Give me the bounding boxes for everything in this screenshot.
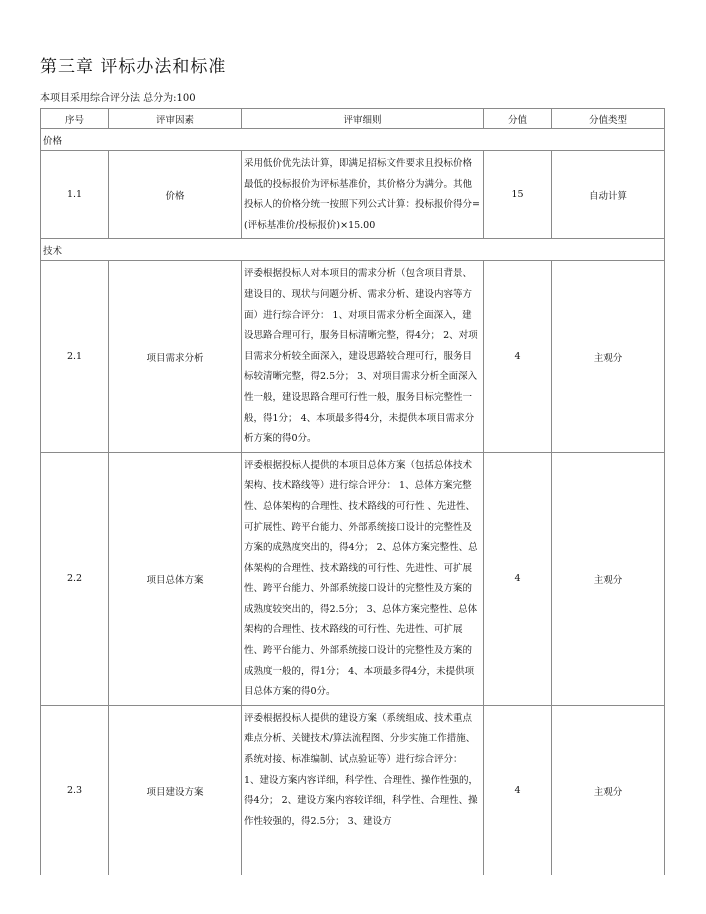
row-score: 4 <box>484 452 552 705</box>
table-header-row <box>41 109 665 129</box>
row-detail: 采用低价优先法计算，即满足招标文件要求且投标价格最低的投标报价为评标基准价，其价格分为满分。其他投标人的价格分统一按照下列公式计算：投标报价得分=(评标基准价/投标报价)×15.00 <box>242 151 484 239</box>
row-score: 4 <box>484 261 552 452</box>
section-row-price <box>41 129 665 151</box>
row-number: 1.1 <box>41 151 109 239</box>
row-score: 15 <box>484 151 552 239</box>
row-factor: 价格 <box>109 151 242 239</box>
section-row-technical <box>41 239 665 261</box>
header-evaluation-factor: 评审因素 <box>109 109 242 129</box>
table-row <box>41 261 665 452</box>
row-factor: 项目建设方案 <box>109 705 242 875</box>
row-factor: 项目总体方案 <box>109 452 242 705</box>
header-evaluation-details: 评审细则 <box>242 109 484 129</box>
row-score-type: 主观分 <box>552 705 665 875</box>
row-number: 2.2 <box>41 452 109 705</box>
header-score-type: 分值类型 <box>552 109 665 129</box>
header-score: 分值 <box>484 109 552 129</box>
row-score-type: 主观分 <box>552 452 665 705</box>
header-serial-number: 序号 <box>41 109 109 129</box>
row-detail: 评委根据投标人提供的本项目总体方案（包括总体技术架构、技术路线等）进行综合评分： 1、总体方案完整性、总体架构的合理性、技术路线的可行性 、先进性、可扩展性、跨平台能力、外部系统接口设计的完整性及方案的成熟度突出的，得4分； 2、总体方案完整性、总体架构的合理性、技术路线的可行性、先进性、可扩展性、跨平台能力、外部系统接口设计的完整性及方案的成熟度较突出的，得2.5分； 3、总体方案完整性、总体架构的合理性、技术路线的可行性、先进性、可扩展性、跨平台能力、外部系统接口设计的完整性及方案的成熟度一般的，得1分； 4、本项最多得4分，未提供项目总体方案的得0分。 <box>242 452 484 705</box>
row-factor: 项目需求分析 <box>109 261 242 452</box>
chapter-title: 第三章 评标办法和标准 <box>40 57 227 77</box>
row-number: 2.3 <box>41 705 109 875</box>
row-detail: 评委根据投标人提供的建设方案（系统组成、技术重点难点分析、关键技术/算法流程图、分步实施工作措施、系统对接、标准编制、试点验证等）进行综合评分： 1、建设方案内容详细，科学性、合理性、操作性强的，得4分； 2、建设方案内容较详细，科学性、合理性、操作性较强的，得2.5分； 3、建设方 <box>242 705 484 875</box>
section-label: 技术 <box>41 239 665 261</box>
row-number: 2.1 <box>41 261 109 452</box>
evaluation-criteria-table <box>40 108 665 875</box>
table-row <box>41 705 665 875</box>
row-score-type: 主观分 <box>552 261 665 452</box>
row-detail: 评委根据投标人对本项目的需求分析（包含项目背景、建设目的、现状与问题分析、需求分析、建设内容等方面）进行综合评分： 1、对项目需求分析全面深入，建设思路合理可行，服务目标清晰完整，得4分； 2、对项目需求分析较全面深入，建设思路较合理可行，服务目标较清晰完整，得2.5分； 3、对项目需求分析全面深入性一般，建设思路合理可行性一般，服务目标完整性一般，得1分； 4、本项最多得4分，未提供本项目需求分析方案的得0分。 <box>242 261 484 452</box>
row-score-type: 自动计算 <box>552 151 665 239</box>
section-label: 价格 <box>41 129 665 151</box>
scoring-method-summary: 本项目采用综合评分法 总分为:100 <box>40 93 196 104</box>
row-score: 4 <box>484 705 552 875</box>
table-row <box>41 452 665 705</box>
table-row <box>41 151 665 239</box>
